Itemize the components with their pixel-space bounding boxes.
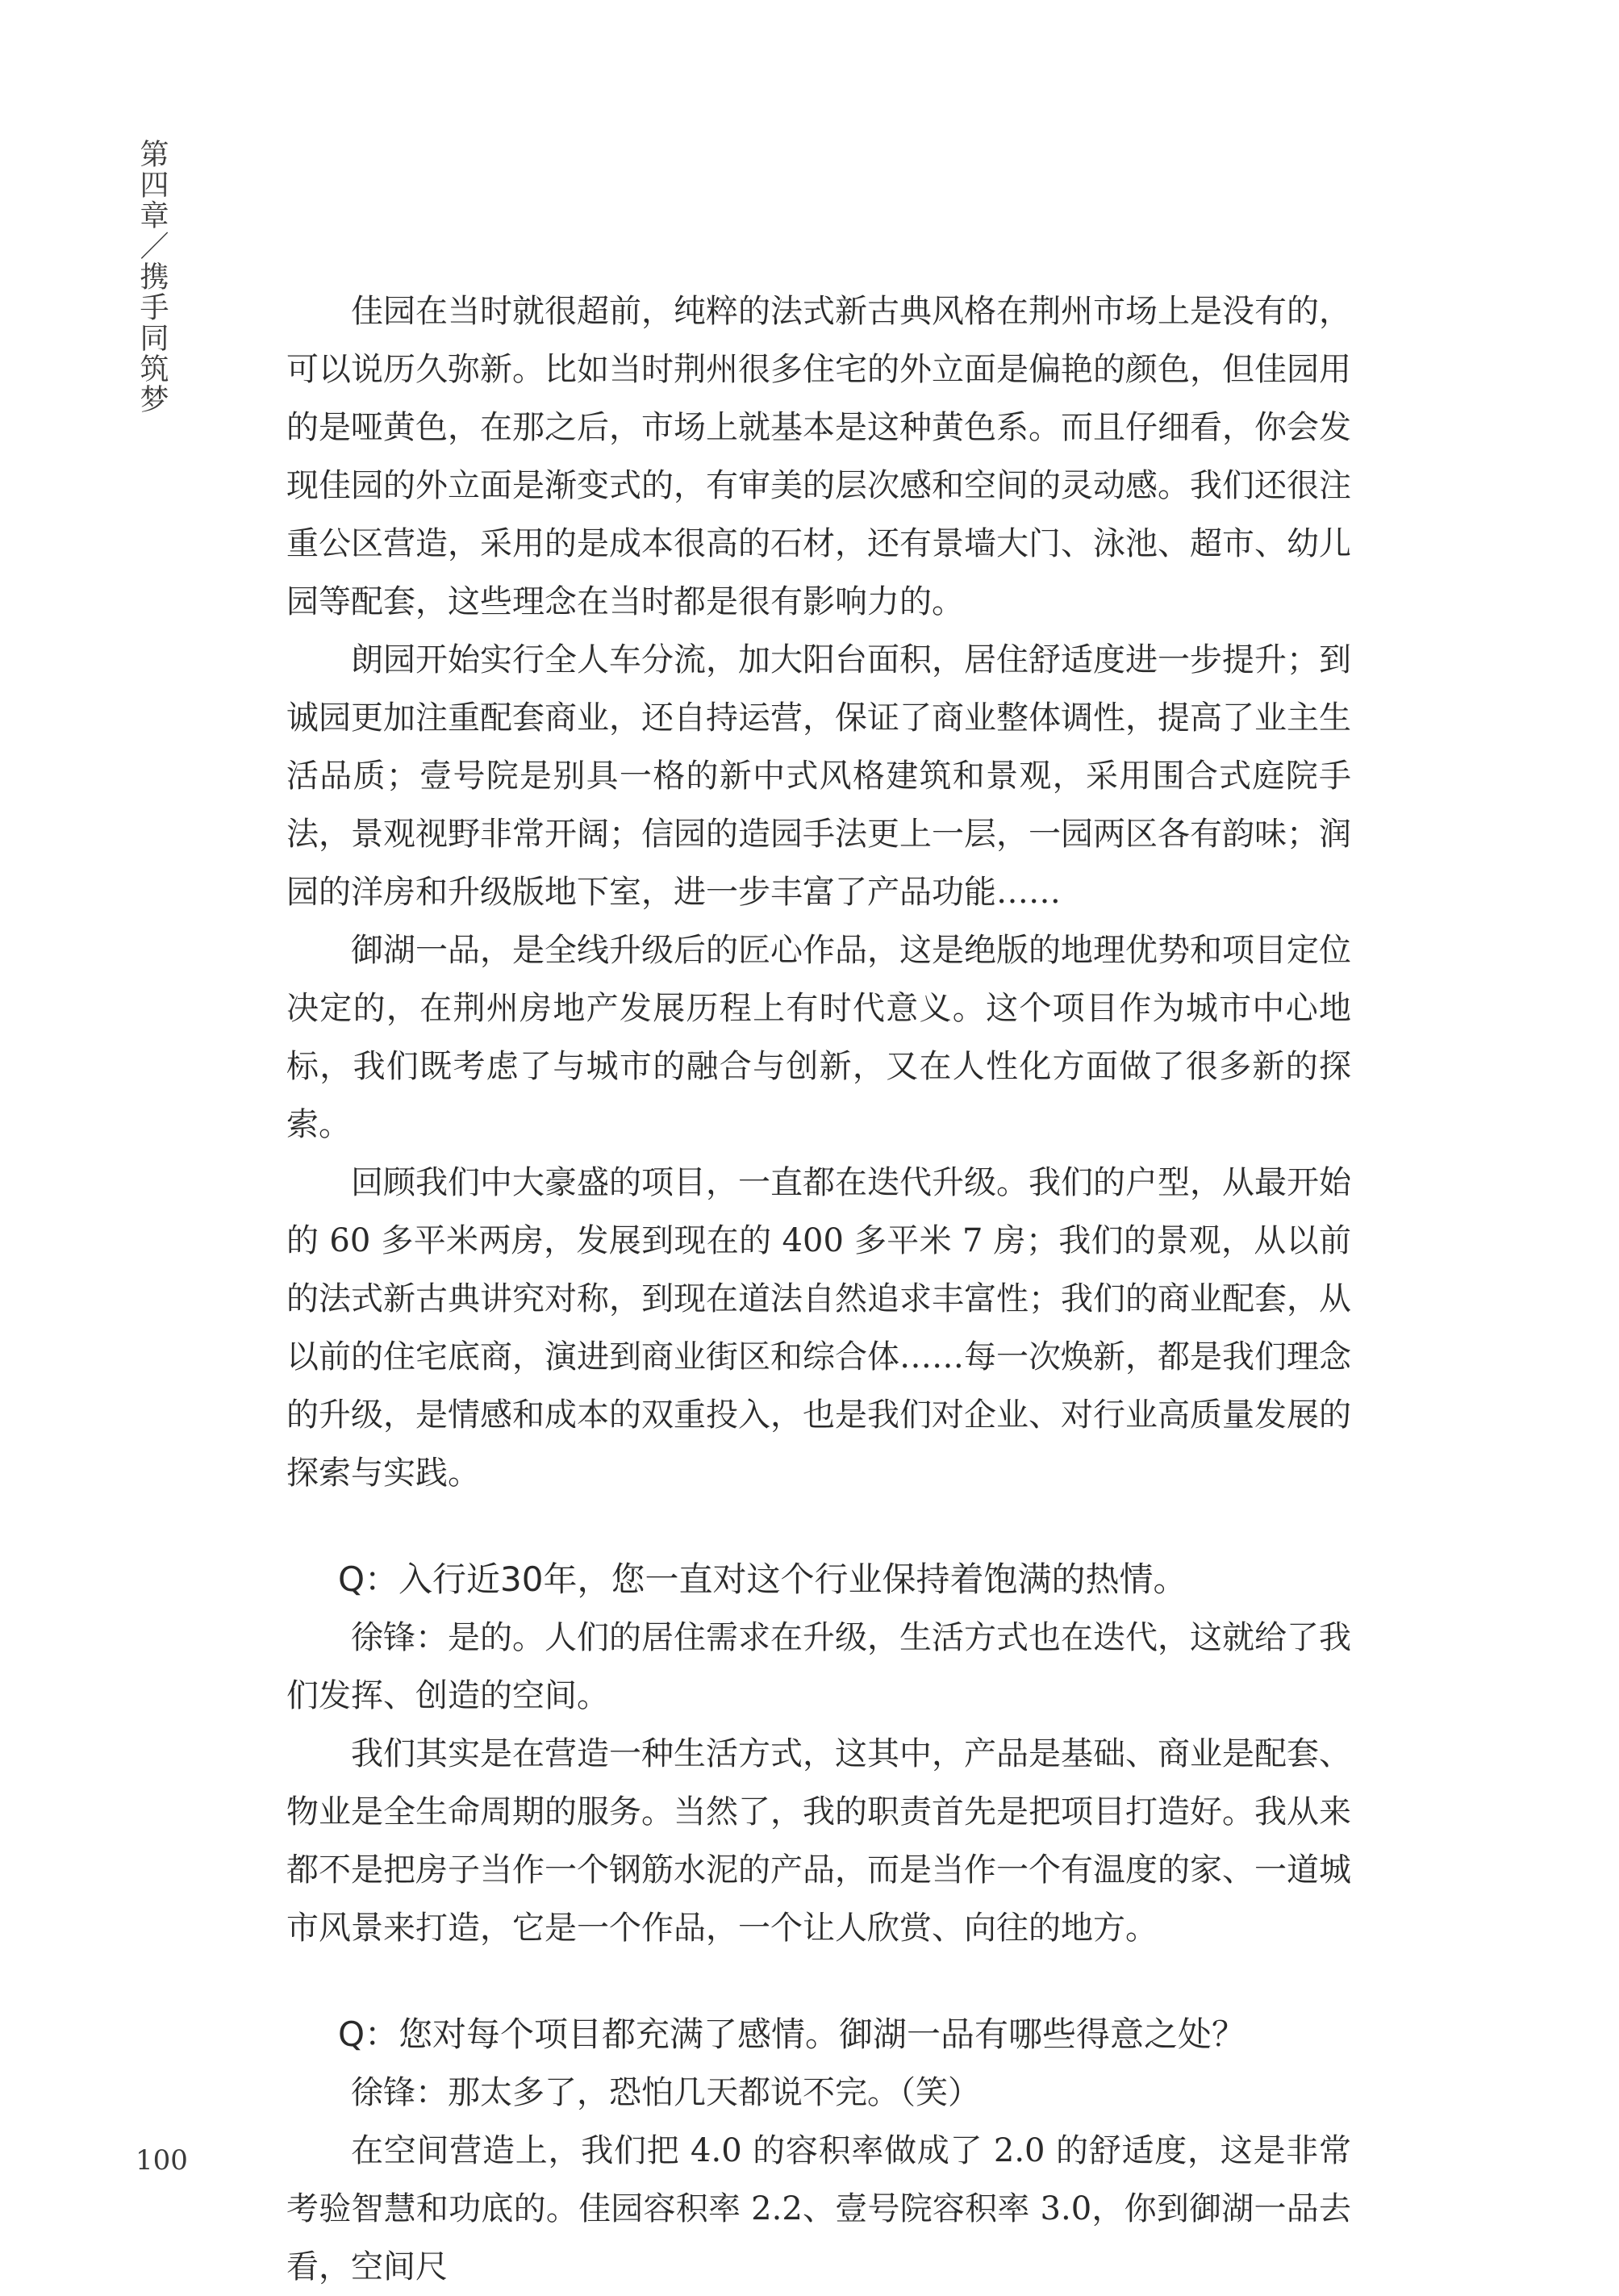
- page-number: 100: [136, 2144, 188, 2177]
- body-paragraph: 御湖一品，是全线升级后的匠心作品，这是绝版的地理优势和项目定位决定的，在荆州房地产发展历程上有时代意义。这个项目作为城市中心地标，我们既考虑了与城市的融合与创新，又在人性化方面做了很多新的探索。: [286, 932, 1351, 1143]
- interview-question: Q：您对每个项目都充满了感情。御湖一品有哪些得意之处？: [338, 2014, 1246, 2054]
- interview-question: Q：入行近30年，您一直对这个行业保持着饱满的热情。: [338, 1559, 1187, 1599]
- body-paragraph: 回顾我们中大豪盛的项目，一直都在迭代升级。我们的户型，从最开始的 60 多平米两房，发展到现在的 400 多平米 7 房；我们的景观，从以前的法式新古典讲究对称，到现在道法自然追求丰富性；我们的商业配套，从以前的住宅底商，演进到商业街区和综合体……每一次焕新，都是我们理念的升级，是情感和成本的双重投入，也是我们对企业、对行业高质量发展的探索与实践。: [286, 1164, 1351, 1492]
- interview-answer: 徐锋：那太多了，恐怕几天都说不完。（笑）: [351, 2074, 980, 2111]
- body-paragraph: 佳园在当时就很超前，纯粹的法式新古典风格在荆州市场上是没有的，可以说历久弥新。比如当时荆州很多住宅的外立面是偏艳的颜色，但佳园用的是哑黄色，在那之后，市场上就基本是这种黄色系。而且仔细看，你会发现佳园的外立面是渐变式的，有审美的层次感和空间的灵动感。我们还很注重公区营造，采用的是成本很高的石材，还有景墙大门、泳池、超市、幼儿园等配套，这些理念在当时都是很有影响力的。: [286, 293, 1351, 620]
- page-body: [286, 282, 1351, 2296]
- interview-answer: 徐锋：是的。人们的居住需求在升级，生活方式也在迭代，这就给了我们发挥、创造的空间。: [286, 1619, 1351, 1714]
- interview-answer: 在空间营造上，我们把 4.0 的容积率做成了 2.0 的舒适度，这是非常考验智慧和功底的。佳园容积率 2.2、壹号院容积率 3.0，你到御湖一品去看，空间尺: [286, 2132, 1351, 2286]
- interview-answer: 我们其实是在营造一种生活方式，这其中，产品是基础、商业是配套、物业是全生命周期的服务。当然了，我的职责首先是把项目打造好。我从来都不是把房子当作一个钢筋水泥的产品，而是当作一个有温度的家、一道城市风景来打造，它是一个作品，一个让人欣赏、向往的地方。: [286, 1735, 1351, 1947]
- chapter-running-header: 第四章／携手同筑梦: [136, 139, 169, 415]
- body-paragraph: 朗园开始实行全人车分流，加大阳台面积，居住舒适度进一步提升；到诚园更加注重配套商业，还自持运营，保证了商业整体调性，提高了业主生活品质；壹号院是别具一格的新中式风格建筑和景观，采用围合式庭院手法，景观视野非常开阔；信园的造园手法更上一层，一园两区各有韵味；润园的洋房和升级版地下室，进一步丰富了产品功能……: [286, 641, 1351, 911]
